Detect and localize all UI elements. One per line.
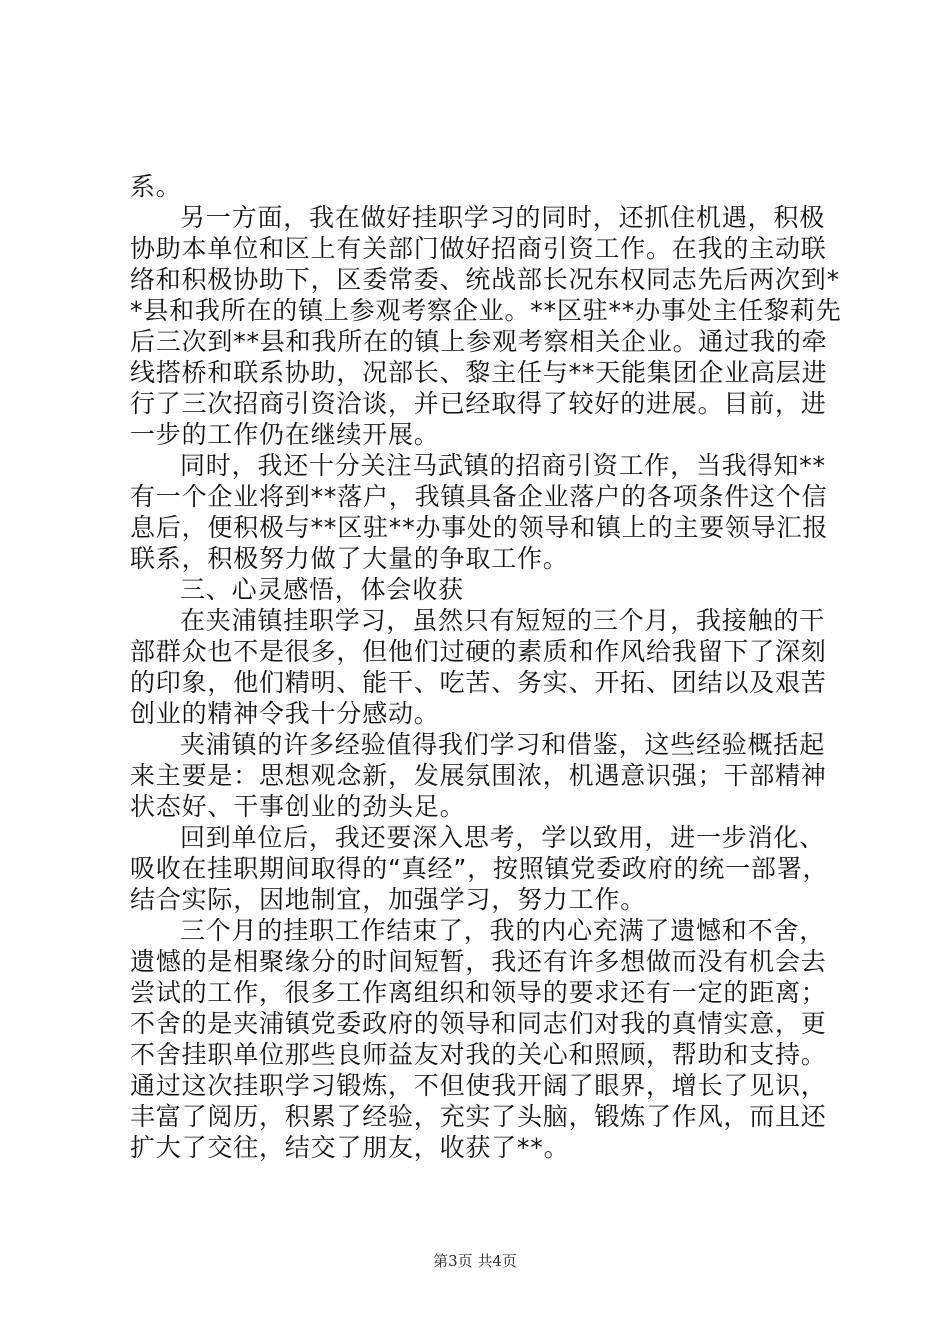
text-line: *县和我所在的镇上参观考察企业。**区驻**办事处主任黎莉先	[130, 296, 842, 325]
text-line: 后三次到**县和我所在的镇上参观考察相关企业。通过我的牵	[130, 327, 828, 356]
text-line: 有一个企业将到**落户，我镇具备企业落户的各项条件这个信	[130, 482, 828, 511]
text-line: 创业的精神令我十分感动。	[130, 699, 440, 728]
text-line: 扩大了交往，结交了朋友，收获了**。	[130, 1133, 570, 1162]
text-line: 行了三次招商引资洽谈，并已经取得了较好的进展。目前，进	[130, 389, 827, 418]
text-line: 夹浦镇的许多经验值得我们学习和借鉴，这些经验概括起	[180, 730, 826, 759]
text-line: 一步的工作仍在继续开展。	[130, 420, 440, 449]
text-line: 部群众也不是很多，但他们过硬的素质和作风给我留下了深刻	[130, 637, 827, 666]
text-line: 结合实际，因地制宜，加强学习，努力工作。	[130, 885, 647, 914]
text-line: 络和积极协助下，区委常委、统战部长况东权同志先后两次到*	[130, 265, 840, 294]
text-line: 息后，便积极与**区驻**办事处的领导和镇上的主要领导汇报	[130, 513, 829, 542]
page-number-footer: 第3页 共4页	[433, 1252, 517, 1270]
text-line: 回到单位后，我还要深入思考，学以致用，进一步消化、	[180, 823, 826, 852]
document-body	[130, 171, 842, 1163]
text-line: 尝试的工作，很多工作离组织和领导的要求还有一定的距离；	[130, 978, 827, 1007]
text-line: 系。	[130, 172, 182, 201]
text-line: 同时，我还十分关注马武镇的招商引资工作，当我得知**	[180, 451, 826, 480]
text-line: 通过这次挂职学习锻炼，不但使我开阔了眼界，增长了见识，	[130, 1071, 827, 1100]
text-line: 线搭桥和联系协助，况部长、黎主任与**天能集团企业高层进	[130, 358, 828, 387]
text-line: 三个月的挂职工作结束了，我的内心充满了遗憾和不舍，	[180, 916, 826, 945]
text-line: 在夹浦镇挂职学习，虽然只有短短的三个月，我接触的干	[180, 606, 826, 635]
text-line: 不舍的是夹浦镇党委政府的领导和同志们对我的真情实意，更	[130, 1009, 827, 1038]
text-line: 来主要是：思想观念新，发展氛围浓，机遇意识强；干部精神	[130, 761, 827, 790]
text-line: 另一方面，我在做好挂职学习的同时，还抓住机遇，积极	[180, 203, 826, 232]
text-line: 遗憾的是相聚缘分的时间短暂，我还有许多想做而没有机会去	[130, 947, 827, 976]
text-line: 不舍挂职单位那些良师益友对我的关心和照顾，帮助和支持。	[130, 1040, 827, 1069]
text-line: 丰富了阅历，积累了经验，充实了头脑，锻炼了作风，而且还	[130, 1102, 827, 1131]
text-line: 协助本单位和区上有关部门做好招商引资工作。在我的主动联	[130, 234, 827, 263]
text-line: 联系，积极努力做了大量的争取工作。	[130, 544, 569, 573]
text-line: 吸收在挂职期间取得的“真经”，按照镇党委政府的统一部署，	[130, 854, 829, 883]
text-line: 状态好、干事创业的劲头足。	[130, 792, 466, 821]
text-line: 的印象，他们精明、能干、吃苦、务实、开拓、团结以及艰苦	[130, 668, 827, 697]
section-heading: 三、心灵感悟，体会收获	[180, 575, 464, 604]
